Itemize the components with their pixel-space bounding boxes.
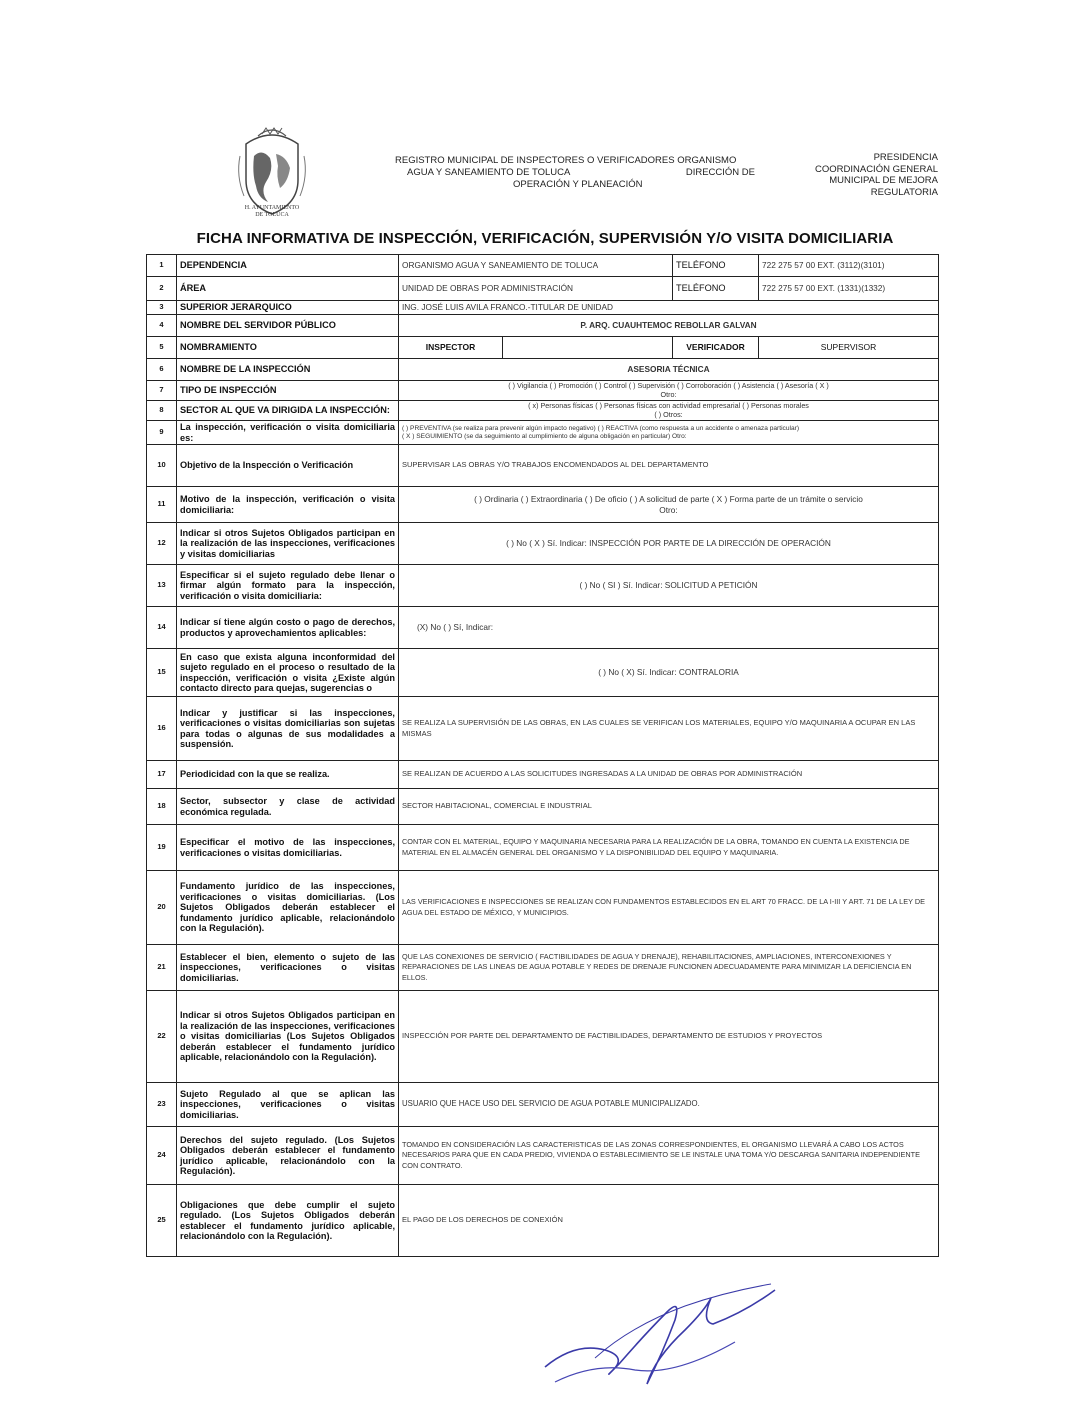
row-number: 9 xyxy=(147,421,177,445)
form-row-18 xyxy=(147,789,939,825)
form-row-13 xyxy=(147,565,939,607)
row-number: 25 xyxy=(147,1185,177,1257)
phone-value: 722 275 57 00 EXT. (1331)(1332) xyxy=(759,277,939,301)
form-row-4 xyxy=(147,315,939,337)
inspection-type-other: Otro: xyxy=(660,389,677,399)
row-value: ( ) No ( X ) Sí. Indicar: INSPECCIÓN POR PARTE DE LA DIRECCIÓN DE OPERACIÓN xyxy=(399,523,939,565)
row-number: 12 xyxy=(147,523,177,565)
row-label: La inspección, verificación o visita domiciliaria es: xyxy=(177,421,399,445)
form-row-12 xyxy=(147,523,939,565)
row-label: En caso que exista alguna inconformidad del sujeto regulado en el proceso o resultado de la inspección, verificación o visita ¿Existe algún contacto directo para quejas, sugerencias o xyxy=(177,649,399,697)
row-number: 15 xyxy=(147,649,177,697)
row-label: Indicar y justificar si las inspecciones, verificaciones o visitas domiciliarias son sujetas para todas o algunas de sus modalidades a suspensión. xyxy=(177,697,399,761)
handwritten-signature xyxy=(535,1272,785,1392)
row-number: 5 xyxy=(147,337,177,359)
row-value: ING. JOSÉ LUIS AVILA FRANCO.-TITULAR DE UNIDAD xyxy=(399,301,939,315)
row-number: 18 xyxy=(147,789,177,825)
row-label: Derechos del sujeto regulado. (Los Sujetos Obligados deberán establecer el fundamento jurídico aplicable, relacionándolo con la Regulación). xyxy=(177,1127,399,1185)
row-label: TIPO DE INSPECCIÓN xyxy=(177,381,399,401)
phone-label: TELÉFONO xyxy=(673,255,759,277)
row-value: QUE LAS CONEXIONES DE SERVICIO ( FACTIBILIDADES DE AGUA Y DRENAJE), REHABILITACIONES, AMPLIACIONES, INTERCONEXIONES Y REPARACIONES DE LAS LINEAS DE AGUA POTABLE Y REDES DE DRENAJE FUNCIONEN ADECUADAMENTE PARA MINIMIZAR LA DEFICIENCIA EN ELLOS. xyxy=(399,945,939,991)
row-value: EL PAGO DE LOS DERECHOS DE CONEXIÓN xyxy=(399,1185,939,1257)
row-label: Indicar si otros Sujetos Obligados participan en la realización de las inspecciones, verificaciones y visitas domiciliarias xyxy=(177,523,399,565)
row-value: (X) No ( ) Sí, Indicar: xyxy=(399,607,939,649)
row-value: P. ARQ. CUAUHTEMOC REBOLLAR GALVAN xyxy=(399,315,939,337)
form-row-10 xyxy=(147,445,939,487)
inspector-option: INSPECTOR xyxy=(399,337,503,359)
row-value: SE REALIZAN DE ACUERDO A LAS SOLICITUDES INGRESADAS A LA UNIDAD DE OBRAS POR ADMINISTRACIÓN xyxy=(399,761,939,789)
row-number: 3 xyxy=(147,301,177,315)
form-row-11 xyxy=(147,487,939,523)
row-number: 22 xyxy=(147,991,177,1083)
row-number: 16 xyxy=(147,697,177,761)
phone-value: 722 275 57 00 EXT. (3112)(3101) xyxy=(759,255,939,277)
row-label: Indicar si otros Sujetos Obligados participan en la realización de las inspecciones, verificaciones o visitas domiciliarias (Los Sujetos Obligados deberán establecer el fundamento jurídico aplicable, relacionándolo con la Regulación). xyxy=(177,991,399,1083)
row-label: Sujeto Regulado al que se aplican las inspecciones, verificaciones o visitas domiciliarias. xyxy=(177,1083,399,1127)
form-row-19 xyxy=(147,825,939,871)
row-label: SECTOR AL QUE VA DIRIGIDA LA INSPECCIÓN: xyxy=(177,401,399,421)
form-row-8 xyxy=(147,401,939,421)
header-center-line1: REGISTRO MUNICIPAL DE INSPECTORES O VERIFICADORES ORGANISMO xyxy=(395,155,737,166)
row-number: 7 xyxy=(147,381,177,401)
form-row-25 xyxy=(147,1185,939,1257)
inspection-type-options: ( ) Vigilancia ( ) Promoción ( ) Control ( ) Supervisión ( ) Corroboración ( ) Asistencia ( ) Asesoría ( X ) xyxy=(508,381,829,390)
row-label: Motivo de la inspección, verificación o visita domiciliaria: xyxy=(177,487,399,523)
row-number: 20 xyxy=(147,871,177,945)
header-presidency-block xyxy=(790,152,938,198)
form-row-17 xyxy=(147,761,939,789)
row-value: SE REALIZA LA SUPERVISIÓN DE LAS OBRAS, EN LAS CUALES SE VERIFICAN LOS MATERIALES, EQUIPO Y/O MAQUINARIA A OCUPAR EN LAS MISMAS xyxy=(399,697,939,761)
inspection-nature-line2: ( X ) SEGUIMIENTO (se da seguimiento al cumplimiento de alguna obligación en particular) Otro: xyxy=(402,432,687,440)
supervisor-option: SUPERVISOR xyxy=(759,337,939,359)
row-number: 13 xyxy=(147,565,177,607)
form-row-14 xyxy=(147,607,939,649)
row-label: Especificar si el sujeto regulado debe llenar o firmar algún formato para la inspección, verificación o visita domiciliaria: xyxy=(177,565,399,607)
header-right-line3: MUNICIPAL DE MEJORA xyxy=(829,175,938,186)
form-row-15 xyxy=(147,649,939,697)
header-registry-block xyxy=(395,155,775,191)
form-row-7 xyxy=(147,381,939,401)
row-value xyxy=(399,421,939,445)
header-center-line3: OPERACIÓN Y PLANEACIÓN xyxy=(513,179,643,190)
row-value: LAS VERIFICACIONES E INSPECCIONES SE REALIZAN CON FUNDAMENTOS ESTABLECIDOS EN EL ART 70 FRACC. DE LA I-III Y ART. 71 DE LA LEY DE AGUA DEL ESTADO DE MÉXICO, Y MUNICIPIOS. xyxy=(399,871,939,945)
row-number: 21 xyxy=(147,945,177,991)
row-label: Obligaciones que debe cumplir el sujeto regulado. (Los Sujetos Obligados deberán establecer el fundamento jurídico aplicable, relacionándolo con la Regulación). xyxy=(177,1185,399,1257)
header-center-line2b: DIRECCIÓN DE xyxy=(685,167,755,178)
header-center-line2a: AGUA Y SANEAMIENTO DE TOLUCA xyxy=(407,167,571,178)
row-label: Especificar el motivo de las inspecciones, verificaciones o visitas domiciliarias. xyxy=(177,825,399,871)
row-number: 23 xyxy=(147,1083,177,1127)
form-row-16 xyxy=(147,697,939,761)
row-value: SECTOR HABITACIONAL, COMERCIAL E INDUSTRIAL xyxy=(399,789,939,825)
row-value xyxy=(399,487,939,523)
logo-caption-line1: H. AYUNTAMIENTO xyxy=(244,205,300,211)
row-number: 17 xyxy=(147,761,177,789)
row-value: ORGANISMO AGUA Y SANEAMIENTO DE TOLUCA xyxy=(399,255,673,277)
inspector-blank xyxy=(503,337,673,359)
row-number: 11 xyxy=(147,487,177,523)
logo-caption-line2: DE TOLUCA xyxy=(255,212,289,218)
verificador-option: VERIFICADOR xyxy=(673,337,759,359)
row-label: NOMBRE DE LA INSPECCIÓN xyxy=(177,359,399,381)
row-label: Fundamento jurídico de las inspecciones, verificaciones o visitas domiciliarias. (Los Sujetos Obligados deberán establecer el fundamento jurídico aplicable, relacionándolo con la Regulación). xyxy=(177,871,399,945)
reason-other: Otro: xyxy=(659,504,678,515)
row-label: Indicar sí tiene algún costo o pago de derechos, productos y aprovechamientos aplicables: xyxy=(177,607,399,649)
form-row-21 xyxy=(147,945,939,991)
row-number: 8 xyxy=(147,401,177,421)
row-number: 14 xyxy=(147,607,177,649)
row-number: 2 xyxy=(147,277,177,301)
row-label: DEPENDENCIA xyxy=(177,255,399,277)
phone-label: TELÉFONO xyxy=(673,277,759,301)
form-row-20 xyxy=(147,871,939,945)
form-row-23 xyxy=(147,1083,939,1127)
row-value: SUPERVISAR LAS OBRAS Y/O TRABAJOS ENCOMENDADOS AL DEL DEPARTAMENTO xyxy=(399,445,939,487)
sector-other: ( ) Otros: xyxy=(654,409,683,419)
row-value xyxy=(399,401,939,421)
form-row-2 xyxy=(147,277,939,301)
row-label: NOMBRAMIENTO xyxy=(177,337,399,359)
row-value: ASESORIA TÉCNICA xyxy=(399,359,939,381)
header-right-line2: COORDINACIÓN GENERAL xyxy=(815,163,938,175)
inspection-form-table xyxy=(146,254,939,1257)
header-center-line2 xyxy=(395,167,775,179)
form-row-9 xyxy=(147,421,939,445)
row-label: Sector, subsector y clase de actividad económica regulada. xyxy=(177,789,399,825)
row-number: 6 xyxy=(147,359,177,381)
sector-options: ( x) Personas físicas ( ) Personas físicas con actividad empresarial ( ) Personas morales xyxy=(528,401,809,410)
row-number: 19 xyxy=(147,825,177,871)
row-label: Objetivo de la Inspección o Verificación xyxy=(177,445,399,487)
row-label: Establecer el bien, elemento o sujeto de las inspecciones, verificaciones o visitas domiciliarias. xyxy=(177,945,399,991)
row-value xyxy=(399,381,939,401)
row-number: 4 xyxy=(147,315,177,337)
row-value: ( ) No ( SI ) Sí. Indicar: SOLICITUD A PETICIÓN xyxy=(399,565,939,607)
row-value: USUARIO QUE HACE USO DEL SERVICIO DE AGUA POTABLE MUNICIPALIZADO. xyxy=(399,1083,939,1127)
form-row-3 xyxy=(147,301,939,315)
header-right-line1: PRESIDENCIA xyxy=(873,152,938,163)
row-number: 1 xyxy=(147,255,177,277)
logo-caption xyxy=(222,205,322,219)
form-row-24 xyxy=(147,1127,939,1185)
row-value: TOMANDO EN CONSIDERACIÓN LAS CARACTERISTICAS DE LAS ZONAS CORRESPONDIENTES, EL ORGANISMO LLEVARÁ A CABO LOS ACTOS NECESARIOS PARA QUE EN CADA PREDIO, VIVIENDA O ESTABLECIMIENTO SE LE INSTALE UNA TOMA Y/O DESCARGA SANITARIA INDEPENDIENTE CON CONTRATO. xyxy=(399,1127,939,1185)
form-row-6 xyxy=(147,359,939,381)
form-title: FICHA INFORMATIVA DE INSPECCIÓN, VERIFICACIÓN, SUPERVISIÓN Y/O VISITA DOMICILIARIA xyxy=(196,230,894,247)
reason-options: ( ) Ordinaria ( ) Extraordinaria ( ) De oficio ( ) A solicitud de parte ( X ) Forma parte de un trámite o servicio xyxy=(474,494,863,504)
inspection-nature-line1: ( ) PREVENTIVA (se realiza para prevenir algún impacto negativo) ( ) REACTIVA (como respuesta a un accidente o amenaza particular) xyxy=(402,424,800,432)
row-label: SUPERIOR JERARQUICO xyxy=(177,301,399,315)
row-number: 24 xyxy=(147,1127,177,1185)
row-label: Periodicidad con la que se realiza. xyxy=(177,761,399,789)
form-row-1 xyxy=(147,255,939,277)
row-value: ( ) No ( X) Sí. Indicar: CONTRALORIA xyxy=(399,649,939,697)
row-number: 10 xyxy=(147,445,177,487)
header-right-line4: REGULATORIA xyxy=(870,186,938,198)
form-row-5 xyxy=(147,337,939,359)
row-value: INSPECCIÓN POR PARTE DEL DEPARTAMENTO DE FACTIBILIDADES, DEPARTAMENTO DE ESTUDIOS Y PROYECTOS xyxy=(399,991,939,1083)
row-value: CONTAR CON EL MATERIAL, EQUIPO Y MAQUINARIA NECESARIA PARA LA REALIZACIÓN DE LA OBRA, TOMANDO EN CUENTA LA EXISTENCIA DE MATERIAL EN EL ALMACÉN GENERAL DEL ORGANISMO Y LA DISPONIBILIDAD DEL EQUIPO Y MAQUINARIA. xyxy=(399,825,939,871)
row-value: UNIDAD DE OBRAS POR ADMINISTRACIÓN xyxy=(399,277,673,301)
row-label: NOMBRE DEL SERVIDOR PÚBLICO xyxy=(177,315,399,337)
row-label: ÁREA xyxy=(177,277,399,301)
form-row-22 xyxy=(147,991,939,1083)
